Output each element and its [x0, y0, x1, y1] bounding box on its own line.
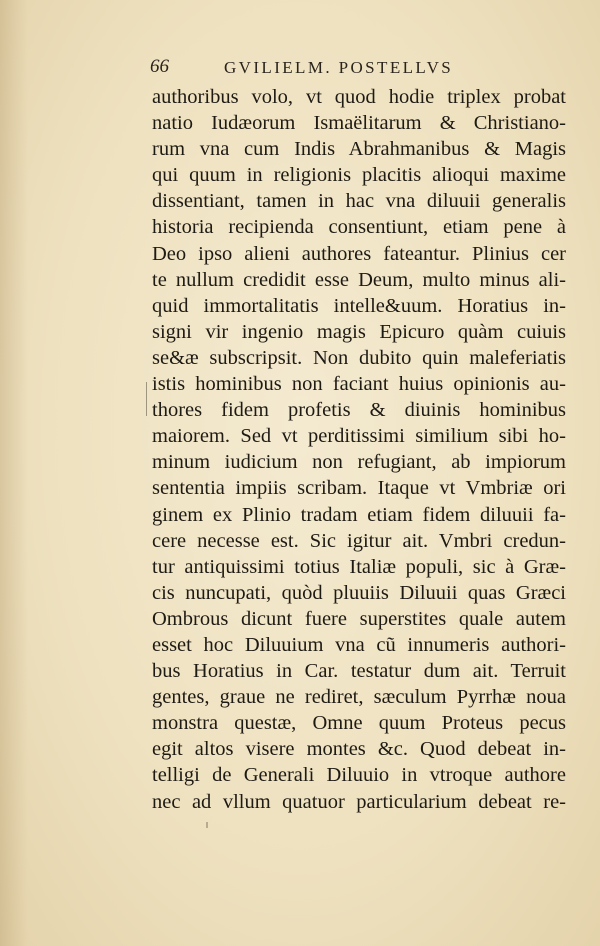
- text-line: maiorem. Sed vt perditissimi similium sibi ho-: [152, 425, 566, 448]
- body-text: [152, 84, 566, 815]
- text-line: ginem ex Plinio tradam etiam fidem diluuii fa-: [152, 503, 566, 526]
- text-line: cis nuncupati, quòd pluuiis Diluuii quas Græci: [152, 581, 566, 604]
- text-line: esset hoc Diluuium vna cũ innumeris authori-: [152, 633, 566, 656]
- text-line: cere necesse est. Sic igitur ait. Vmbri credun-: [152, 529, 566, 552]
- text-line: dissentiant, tamen in hac vna diluuii generalis: [152, 190, 566, 213]
- text-line: te nullum credidit esse Deum, multo minus ali-: [152, 268, 566, 291]
- text-line: istis hominibus non faciant huius opinionis au-: [152, 373, 566, 396]
- page-number: 66: [150, 56, 169, 77]
- text-line: historia recipienda consentiunt, etiam pene à: [152, 216, 566, 239]
- text-line: quid immortalitatis intelle&uum. Horatius in-: [152, 294, 566, 317]
- text-line: bus Horatius in Car. testatur dum ait. Terruit: [152, 660, 566, 683]
- text-line: signi vir ingenio magis Epicuro quàm cuiuis: [152, 320, 566, 343]
- text-line: Deo ipso alieni authores fateantur. Plinius cer: [152, 242, 566, 265]
- page-header: [150, 56, 570, 82]
- running-head: GVILIELM. POSTELLVS: [224, 58, 454, 77]
- text-line: monstra questæ, Omne quum Proteus pecus: [152, 712, 566, 735]
- text-line: natio Iudæorum Ismaëlitarum & Christiano-: [152, 112, 566, 135]
- text-line: sententia impiis scribam. Itaque vt Vmbriæ ori: [152, 477, 566, 500]
- text-line: nec ad vllum quatuor particularium debeat re-: [152, 790, 566, 813]
- text-line: telligi de Generali Diluuio in vtroque authore: [152, 764, 566, 787]
- text-line: qui quum in religionis placitis alioqui maxime: [152, 164, 566, 187]
- page-gutter-shadow: [0, 0, 28, 946]
- text-line: Ombrous dicunt fuere superstites quale autem: [152, 607, 566, 630]
- margin-mark: [146, 382, 147, 416]
- text-line: egit altos visere montes &c. Quod debeat in-: [152, 738, 566, 761]
- margin-speck: [206, 822, 208, 828]
- text-line: authoribus volo, vt quod hodie triplex probat: [152, 86, 566, 108]
- text-line: rum vna cum Indis Abrahmanibus & Magis: [152, 138, 566, 161]
- text-line: thores fidem profetis & diuinis hominibus: [152, 399, 566, 422]
- text-line: minum iudicium non refugiant, ab impiorum: [152, 451, 566, 474]
- text-line: se&æ subscripsit. Non dubito quin maleferiatis: [152, 346, 566, 369]
- text-line: gentes, graue ne rediret, sæculum Pyrrhæ noua: [152, 686, 566, 709]
- text-line: tur antiquissimi totius Italiæ populi, sic à Græ-: [152, 555, 566, 578]
